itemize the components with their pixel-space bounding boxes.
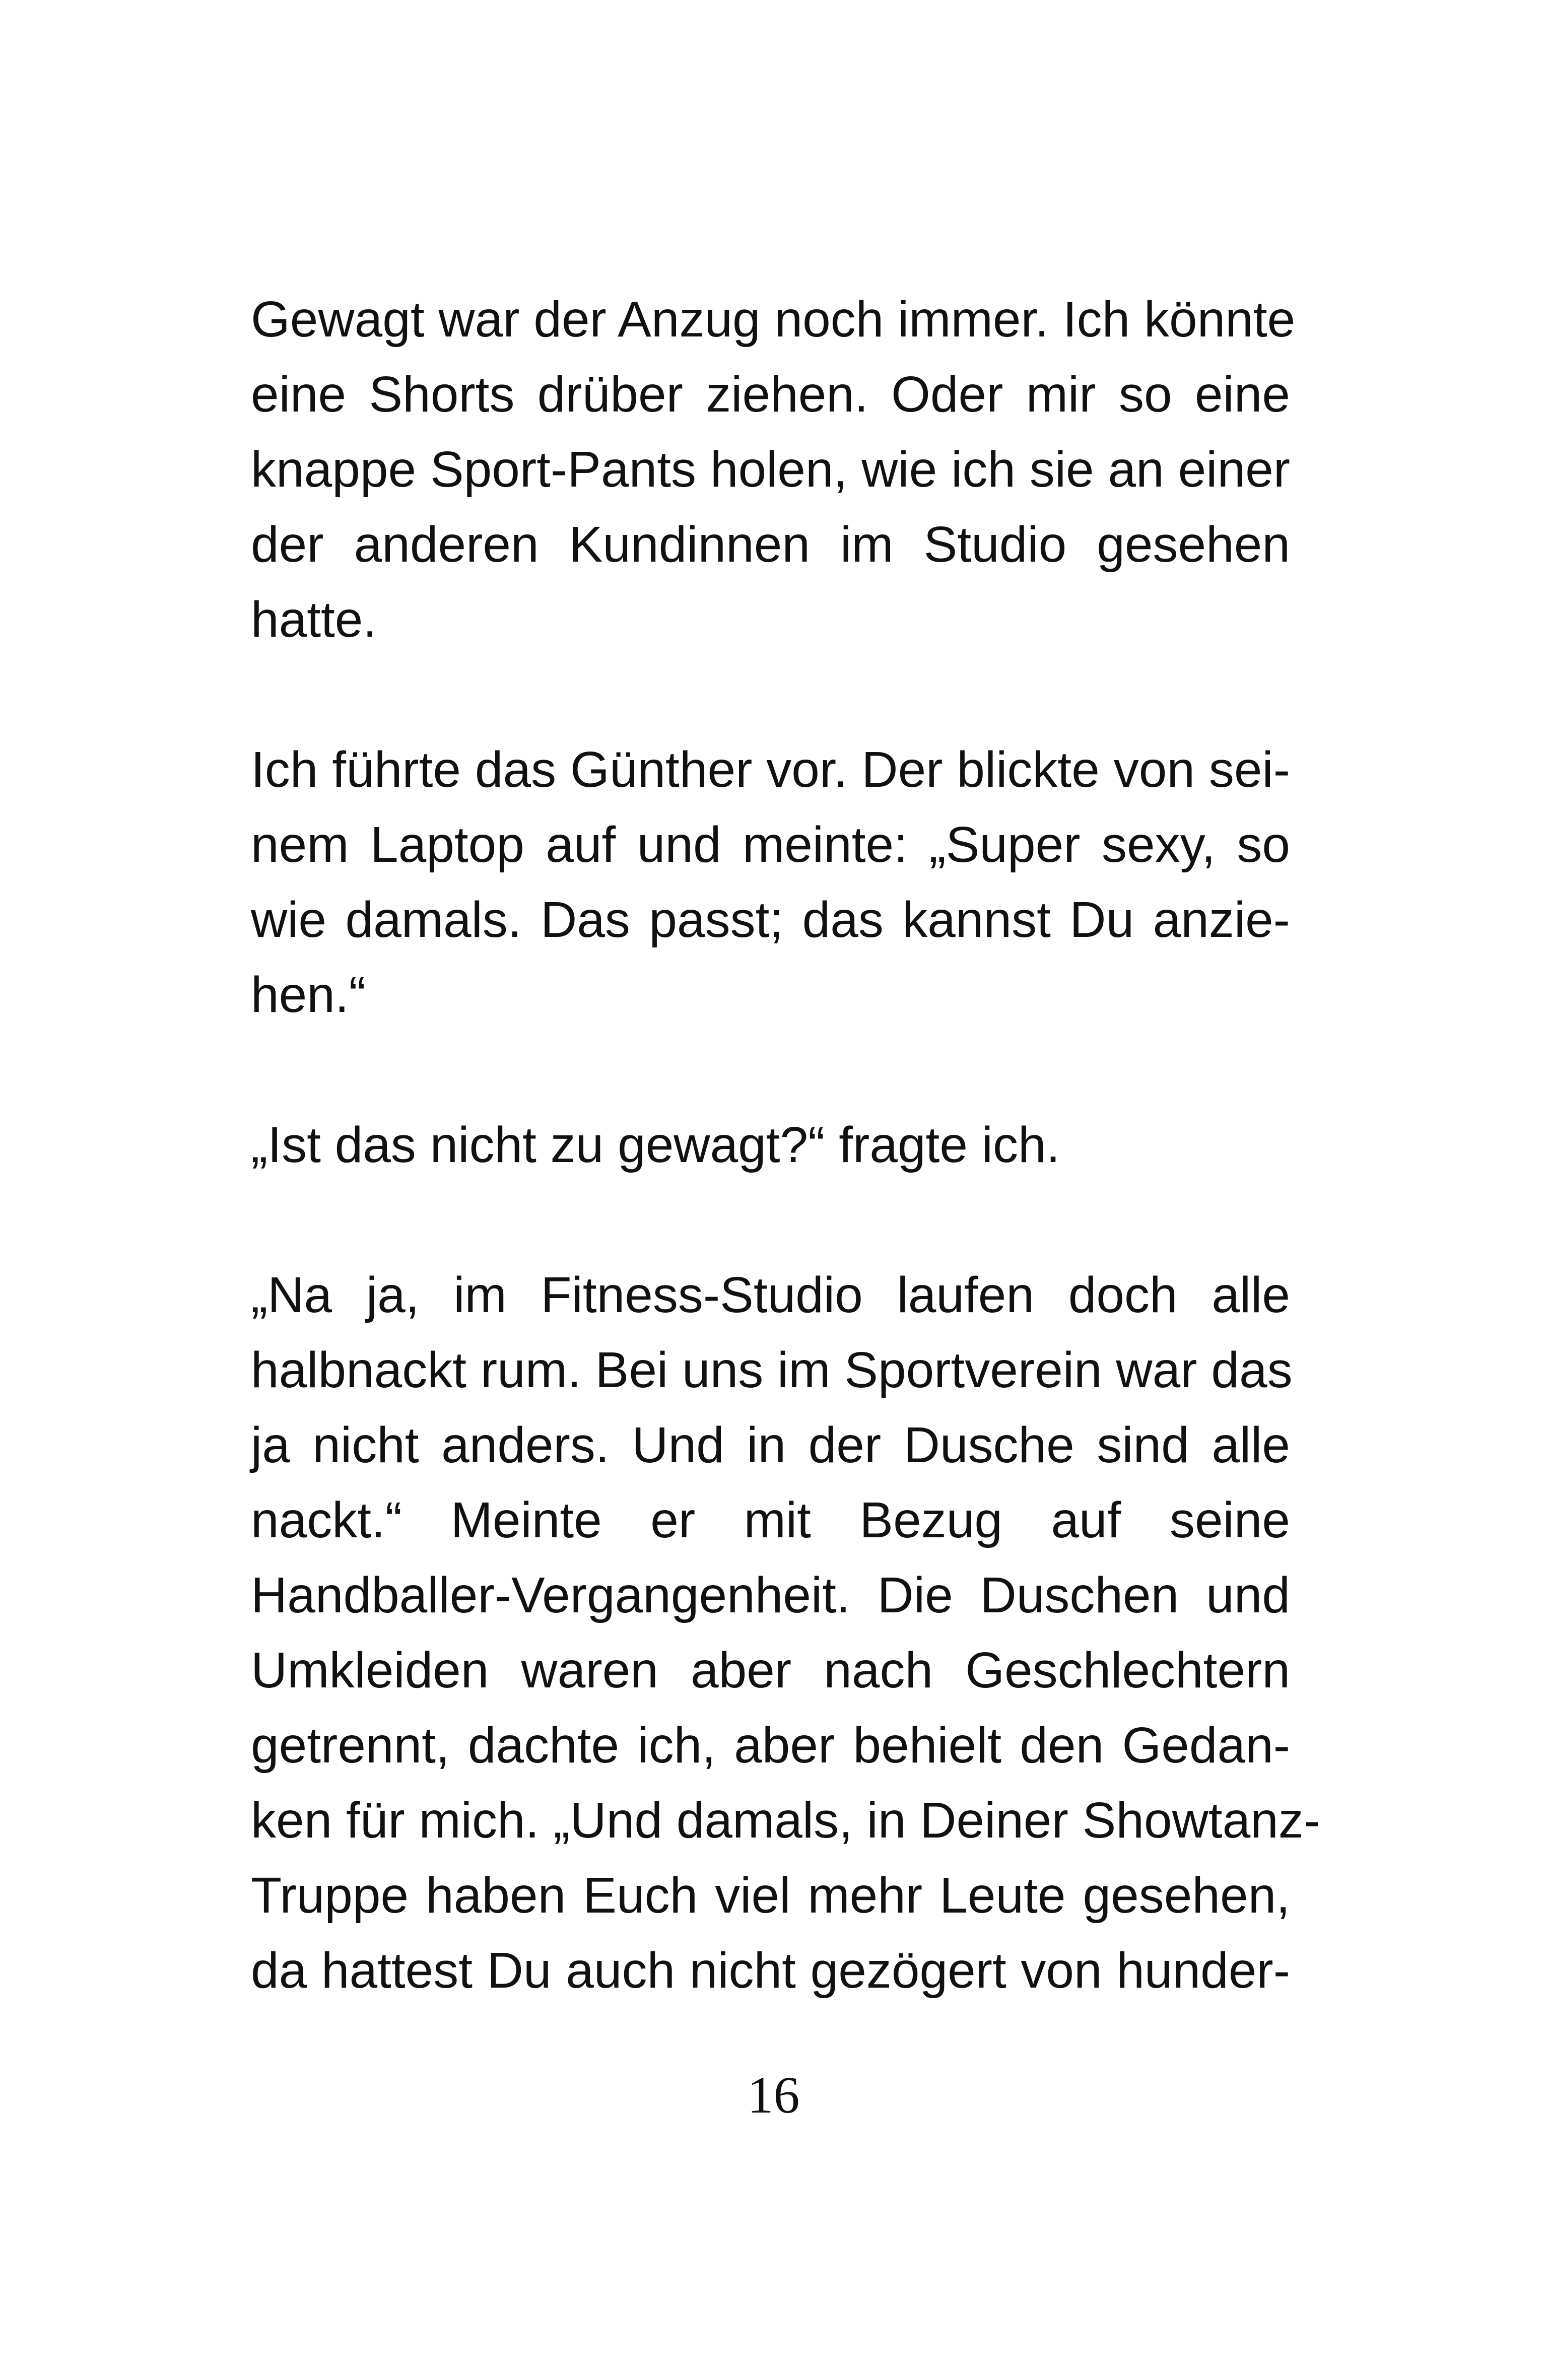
- paragraph: [251, 732, 1290, 1033]
- text-line: nem Laptop auf und meinte: „Super sexy, so: [251, 817, 1290, 873]
- paragraph: [251, 282, 1296, 657]
- text-line: Handballer-Vergangenheit. Die Duschen und: [251, 1567, 1290, 1623]
- text-line: Umkleiden waren aber nach Geschlechtern: [251, 1642, 1290, 1698]
- body-text: [251, 282, 1321, 2008]
- text-line: nackt.“ Meinte er mit Bezug auf seine: [251, 1492, 1290, 1548]
- text-line: knappe Sport-Pants holen, wie ich sie an einer: [251, 441, 1290, 498]
- text-line: ken für mich. „Und damals, in Deiner Showtanz-: [251, 1792, 1321, 1849]
- text-line: Gewagt war der Anzug noch immer. Ich könnte: [251, 291, 1296, 348]
- paragraph: [251, 1108, 1290, 1183]
- paragraph: [251, 1258, 1321, 2008]
- text-line: hatte.: [251, 591, 377, 648]
- text-line: Truppe haben Euch viel mehr Leute gesehen,: [251, 1867, 1290, 1924]
- text-line: halbnackt rum. Bei uns im Sportverein war das: [251, 1342, 1293, 1398]
- text-line: wie damals. Das passt; das kannst Du anzie-: [251, 892, 1290, 948]
- text-line: getrennt, dachte ich, aber behielt den Gedan-: [251, 1717, 1290, 1774]
- text-line: „Na ja, im Fitness-Studio laufen doch alle: [251, 1267, 1290, 1323]
- text-line: „Ist das nicht zu gewagt?“ fragte ich.: [251, 1117, 1060, 1173]
- text-line: der anderen Kundinnen im Studio gesehen: [251, 516, 1290, 573]
- text-line: ja nicht anders. Und in der Dusche sind alle: [251, 1417, 1290, 1473]
- text-line: eine Shorts drüber ziehen. Oder mir so eine: [251, 366, 1290, 423]
- text-line: Ich führte das Günther vor. Der blickte von sei-: [251, 741, 1290, 798]
- text-line: da hattest Du auch nicht gezögert von hunder-: [251, 1942, 1290, 1999]
- text-line: hen.“: [251, 967, 366, 1023]
- page-number: 16: [747, 2066, 800, 2124]
